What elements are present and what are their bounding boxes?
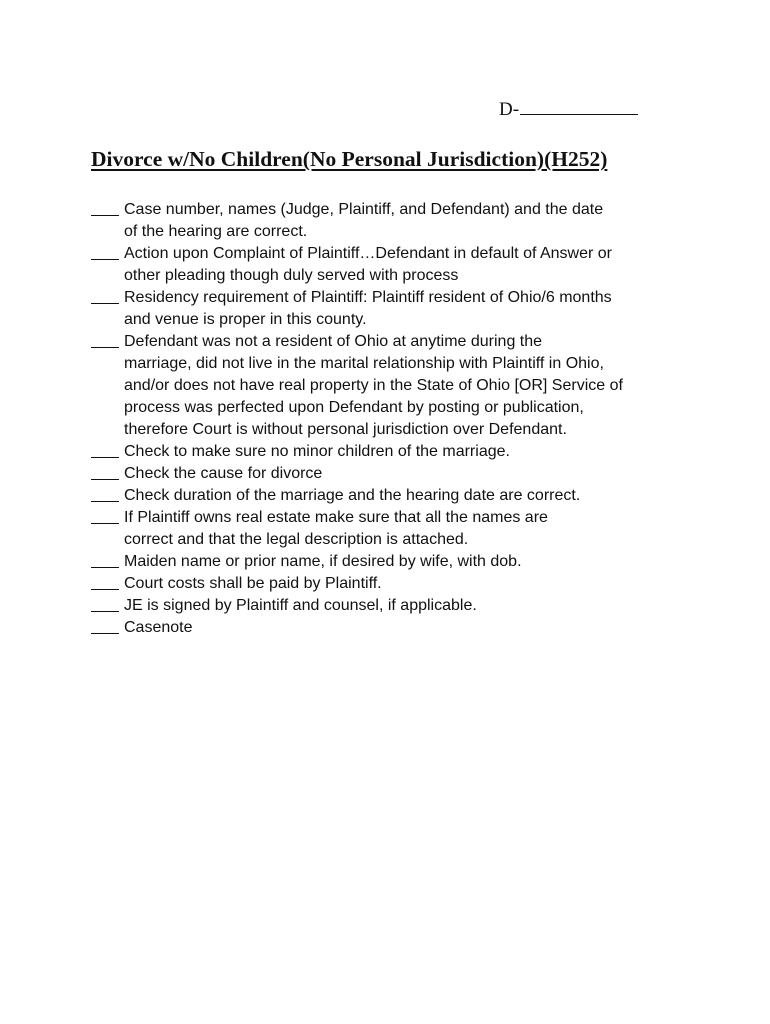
check-blank [91,617,119,634]
check-blank [91,331,119,348]
checklist-item-text: Check the cause for divorce [124,465,323,482]
checklist-item-text: Casenote [124,619,193,636]
check-blank [91,287,119,304]
checklist-item [91,199,691,243]
checklist-item-text: Defendant was not a resident of Ohio at anytime during the marriage, did not live in the marital relationship with Plaintiff in Ohio, and/or does not have real property in the State of Ohio [OR] Service of process was perfected upon Defendant by posting or publication, therefore Court is without personal jurisdiction over Defendant. [124,333,623,438]
check-blank [91,485,119,502]
check-blank [91,551,119,568]
check-blank [91,199,119,216]
checklist-item [91,485,691,507]
checklist-item [91,617,691,639]
checklist-item [91,551,691,573]
checklist-item [91,595,691,617]
checklist-item [91,573,691,595]
case-number-field [499,96,638,121]
checklist-item-text: Court costs shall be paid by Plaintiff. [124,575,382,592]
check-blank [91,573,119,590]
checklist-item [91,463,691,485]
checklist-item-text: Check duration of the marriage and the hearing date are correct. [124,487,581,504]
check-blank [91,507,119,524]
checklist-item [91,441,691,463]
checklist-item-text: Maiden name or prior name, if desired by wife, with dob. [124,553,522,570]
document-title: Divorce w/No Children(No Personal Jurisdiction)(H252) [91,147,608,171]
checklist-item [91,287,691,331]
checklist-item-text: If Plaintiff owns real estate make sure that all the names are correct and that the legal description is attached. [124,509,548,548]
checklist-item-text: Case number, names (Judge, Plaintiff, and Defendant) and the date of the hearing are correct. [124,201,604,240]
case-number-blank [520,96,638,115]
checklist-item-text: JE is signed by Plaintiff and counsel, if applicable. [124,597,477,614]
review-checklist [91,199,691,639]
checklist-item [91,507,691,551]
checklist-item [91,243,691,287]
case-number-prefix: D- [499,99,520,120]
check-blank [91,243,119,260]
check-blank [91,441,119,458]
check-blank [91,463,119,480]
checklist-item-text: Residency requirement of Plaintiff: Plaintiff resident of Ohio/6 months and venue is proper in this county. [124,289,612,328]
checklist-item-text: Check to make sure no minor children of the marriage. [124,443,510,460]
checklist-item [91,331,691,441]
check-blank [91,595,119,612]
checklist-item-text: Action upon Complaint of Plaintiff…Defendant in default of Answer or other pleading though duly served with process [124,245,612,284]
